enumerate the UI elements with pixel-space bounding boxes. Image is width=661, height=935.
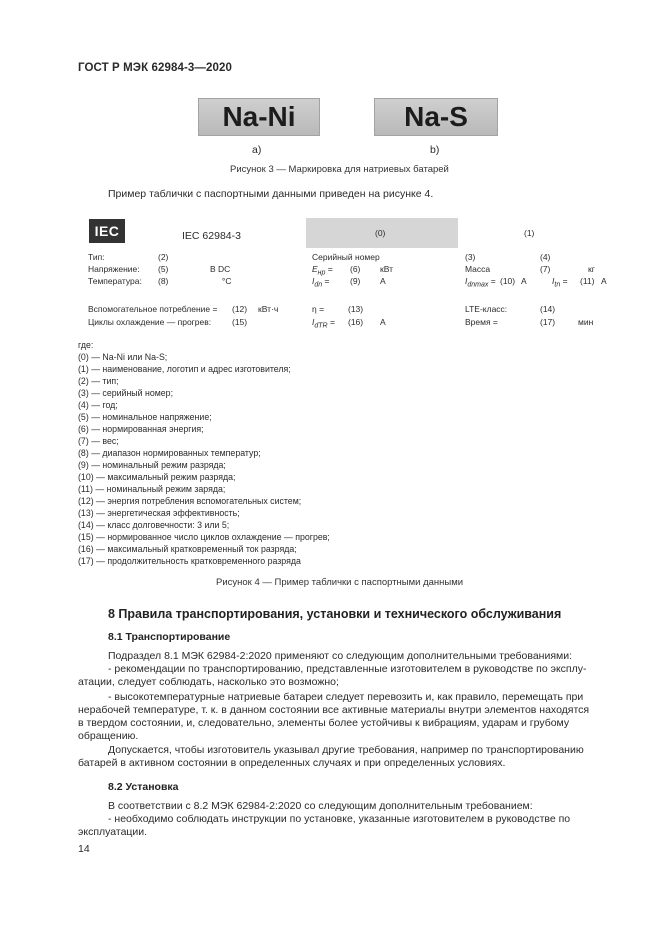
section-8-1-heading: 8.1 Транспортирование xyxy=(108,631,231,643)
legend-item: (9) — номинальный режим разряда; xyxy=(78,460,226,470)
cycles-slot: (15) xyxy=(232,317,248,327)
itn-symbol: $I_{tn}$ = xyxy=(552,276,568,289)
lte-class-label: LTE-класс: xyxy=(465,304,508,314)
aux-consumption-slot: (12) xyxy=(232,304,248,314)
time-label: Время = xyxy=(465,317,498,327)
legend-item: (13) — энергетическая эффективность; xyxy=(78,508,240,518)
idnmax-unit: A xyxy=(521,276,527,286)
legend-item: (3) — серийный номер; xyxy=(78,388,174,398)
figure3-caption: Рисунок 3 — Маркировка для натриевых батарей xyxy=(230,164,449,175)
voltage-label: Напряжение: xyxy=(88,264,140,274)
section-8-2-heading: 8.2 Установка xyxy=(108,781,179,793)
paragraph-line: Допускается, чтобы изготовитель указывал другие требования, например по транспортированию xyxy=(108,744,584,756)
idtr-unit: A xyxy=(380,317,386,327)
idnmax-slot: (10) xyxy=(500,276,516,286)
year-slot: (4) xyxy=(540,252,551,262)
legend-item: (16) — максимальный кратковременный ток разряда; xyxy=(78,544,297,554)
legend-item: (10) — максимальный режим разряда; xyxy=(78,472,236,482)
energy-symbol: $E_{нр}$ = xyxy=(312,264,333,277)
legend-item: (14) — класс долговечности: 3 или 5; xyxy=(78,520,230,530)
legend-item: (4) — год; xyxy=(78,400,118,410)
legend-item: (1) — наименование, логотип и адрес изготовителя; xyxy=(78,364,291,374)
na-ni-marking: Na-Ni xyxy=(198,98,320,136)
legend-item: (17) — продолжительность кратковременного разряда xyxy=(78,556,301,566)
serial-slot: (3) xyxy=(465,252,476,262)
efficiency-slot: (13) xyxy=(348,304,364,314)
legend-item: (8) — диапазон нормированных температур; xyxy=(78,448,261,458)
mass-unit: кг xyxy=(588,264,595,274)
idn-slot: (9) xyxy=(350,276,361,286)
legend-title: где: xyxy=(78,340,94,350)
idtr-symbol: $I_{dTR}$ = xyxy=(312,317,335,330)
legend-item: (6) — нормированная энергия; xyxy=(78,424,204,434)
mass-label: Масса xyxy=(465,264,491,274)
legend-item: (0) — Na-Ni или Na-S; xyxy=(78,352,168,362)
legend-item: (15) — нормированное число циклов охлаждение — прогрев; xyxy=(78,532,330,542)
paragraph-line: батарей в активном состоянии в определенных случаях и при определенных условиях. xyxy=(78,757,506,769)
mass-slot: (7) xyxy=(540,264,551,274)
document-header: ГОСТ Р МЭК 62984-3—2020 xyxy=(78,62,232,74)
itn-unit: A xyxy=(601,276,607,286)
intro-paragraph: Пример таблички с паспортными данными приведен на рисунке 4. xyxy=(108,188,434,200)
figure3-label-b: b) xyxy=(430,144,440,156)
legend-item: (11) — номинальный режим заряда; xyxy=(78,484,226,494)
lte-class-slot: (14) xyxy=(540,304,556,314)
figure3-label-a: a) xyxy=(252,144,262,156)
type-label: Тип: xyxy=(88,252,105,262)
paragraph-line: в твердом состоянии, и, следовательно, элементы более устойчивы к вибрациям, ударам и грубому xyxy=(78,717,570,729)
efficiency-label: η = xyxy=(312,304,325,314)
temperature-unit: °C xyxy=(222,276,232,286)
slot-1: (1) xyxy=(524,228,535,238)
legend-item: (7) — вес; xyxy=(78,436,119,446)
temperature-label: Температура: xyxy=(88,276,142,286)
aux-consumption-label: Вспомогательное потребление = xyxy=(88,304,218,314)
paragraph-line: - необходимо соблюдать инструкции по установке, указанные изготовителем в руководстве по xyxy=(108,813,571,825)
legend-item: (5) — номинальное напряжение; xyxy=(78,412,212,422)
idtr-slot: (16) xyxy=(348,317,364,327)
serial-label: Серийный номер xyxy=(312,252,380,262)
paragraph-line: В соответствии с 8.2 МЭК 62984-2:2020 со следующим дополнительным требованием: xyxy=(108,800,533,812)
iec-logo-icon: IEC xyxy=(89,219,125,243)
idn-symbol: $I_{dn}$ = xyxy=(312,276,330,289)
legend-item: (2) — тип; xyxy=(78,376,119,386)
voltage-slot: (5) xyxy=(158,264,169,274)
slot-0: (0) xyxy=(375,228,386,238)
page-number: 14 xyxy=(78,843,90,855)
legend-item: (12) — энергия потребления вспомогательных систем; xyxy=(78,496,302,506)
paragraph-line: эксплуатации. xyxy=(78,826,148,838)
energy-slot: (6) xyxy=(350,264,361,274)
figure4-caption: Рисунок 4 — Пример таблички с паспортными данными xyxy=(216,577,464,588)
paragraph-line: атации, следует соблюдать, насколько это возможно; xyxy=(78,676,339,688)
energy-unit: кВт xyxy=(380,264,393,274)
paragraph-line: - высокотемпературные натриевые батареи следует перевозить и, как правило, перемещать при xyxy=(108,691,584,703)
paragraph-line: обращению. xyxy=(78,730,139,742)
cycles-label: Циклы охлаждение — прогрев: xyxy=(88,317,212,327)
type-slot: (2) xyxy=(158,252,169,262)
nameplate-standard: IEC 62984-3 xyxy=(182,230,241,242)
aux-consumption-unit: кВт·ч xyxy=(258,304,279,314)
idnmax-symbol: $I_{dnmax}$ = xyxy=(465,276,496,289)
idn-unit: A xyxy=(380,276,386,286)
paragraph-line: - рекомендации по транспортированию, представленные изготовителем в руководстве по эксплу- xyxy=(108,663,587,675)
itn-slot: (11) xyxy=(580,276,595,286)
section-8-heading: 8 Правила транспортирования, установки и технического обслуживания xyxy=(108,607,562,621)
paragraph-line: Подраздел 8.1 МЭК 62984-2:2020 применяют со следующим дополнительными требованиями: xyxy=(108,650,573,662)
temperature-slot: (8) xyxy=(158,276,169,286)
voltage-unit: В DC xyxy=(210,264,231,274)
time-slot: (17) xyxy=(540,317,556,327)
na-s-marking: Na-S xyxy=(374,98,498,136)
paragraph-line: нерабочей температуре, т. к. в данном состоянии все активные материалы внутри элементов находятся xyxy=(78,704,590,716)
time-unit: мин xyxy=(578,317,594,327)
